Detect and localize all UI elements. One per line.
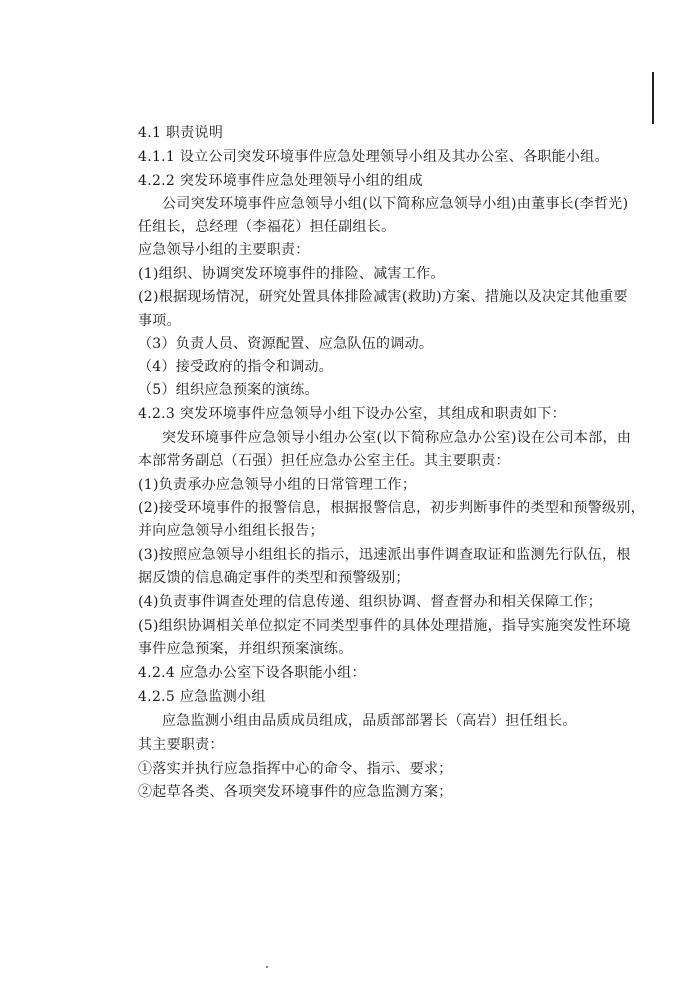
list-item: (2)接受环境事件的报警信息，根据报警信息，初步判断事件的类型和预警级别， (138, 500, 645, 516)
scan-speck (266, 966, 268, 968)
list-item: (2)根据现场情况，研究处置具体排险减害(救助)方案、措施以及决定其他重要 (138, 289, 628, 305)
paragraph-line: 任组长，总经理（李福花）担任副组长。 (138, 219, 396, 235)
duties-heading: 其主要职责： (138, 737, 224, 753)
list-item: ①落实并执行应急指挥中心的命令、指示、要求； (138, 761, 453, 777)
list-item: (1)负责承办应急领导小组的日常管理工作； (138, 477, 417, 493)
section-heading-4-1: 4.1 职责说明 (138, 125, 224, 141)
list-item-continuation: 据反馈的信息确定事件的类型和预警级别； (138, 570, 410, 586)
list-item: （5）组织应急预案的演练。 (138, 382, 319, 398)
list-item-continuation: 事件应急预案，并组织预案演练。 (138, 641, 353, 657)
list-item: （3）负责人员、资源配置、应急队伍的调动。 (138, 336, 434, 352)
list-item-continuation: 事项。 (138, 313, 181, 329)
list-item: (5)组织协调相关单位拟定不同类型事件的具体处理措施，指导实施突发性环境 (138, 618, 631, 634)
list-item: (1)组织、协调突发环境事件的排险、减害工作。 (138, 266, 445, 282)
list-item-continuation: 并向应急领导小组组长报告； (138, 523, 324, 539)
paragraph-line: 公司突发环境事件应急领导小组(以下简称应急领导小组)由董事长(李哲光) (162, 196, 629, 212)
paragraph-line: 应急监测小组由品质成员组成，品质部部署长（高岩）担任组长。 (162, 713, 577, 729)
paragraph-line: 本部常务副总（石强）担任应急办公室主任。其主要职责： (138, 453, 510, 469)
clause-4-2-2: 4.2.2 突发环境事件应急处理领导小组的组成 (138, 173, 423, 189)
clause-4-2-5: 4.2.5 应急监测小组 (138, 689, 266, 705)
clause-4-2-3: 4.2.3 突发环境事件应急领导小组下设办公室，其组成和职责如下： (138, 406, 566, 422)
duties-heading: 应急领导小组的主要职责： (138, 242, 310, 258)
clause-4-1-1: 4.1.1 设立公司突发环境事件应急处理领导小组及其办公室、各职能小组。 (138, 149, 609, 165)
list-item: （4）接受政府的指令和调动。 (138, 359, 334, 375)
margin-scan-line (652, 72, 654, 124)
paragraph-line: 突发环境事件应急领导小组办公室(以下简称应急办公室)设在公司本部，由 (162, 430, 632, 446)
list-item: (3)按照应急领导小组组长的指示，迅速派出事件调查取证和监测先行队伍，根 (138, 547, 631, 563)
clause-4-2-4: 4.2.4 应急办公室下设各职能小组： (138, 665, 366, 681)
list-item: (4)负责事件调查处理的信息传递、组织协调、督查督办和相关保障工作； (138, 594, 603, 610)
list-item: ②起草各类、各项突发环境事件的应急监测方案； (138, 784, 453, 800)
